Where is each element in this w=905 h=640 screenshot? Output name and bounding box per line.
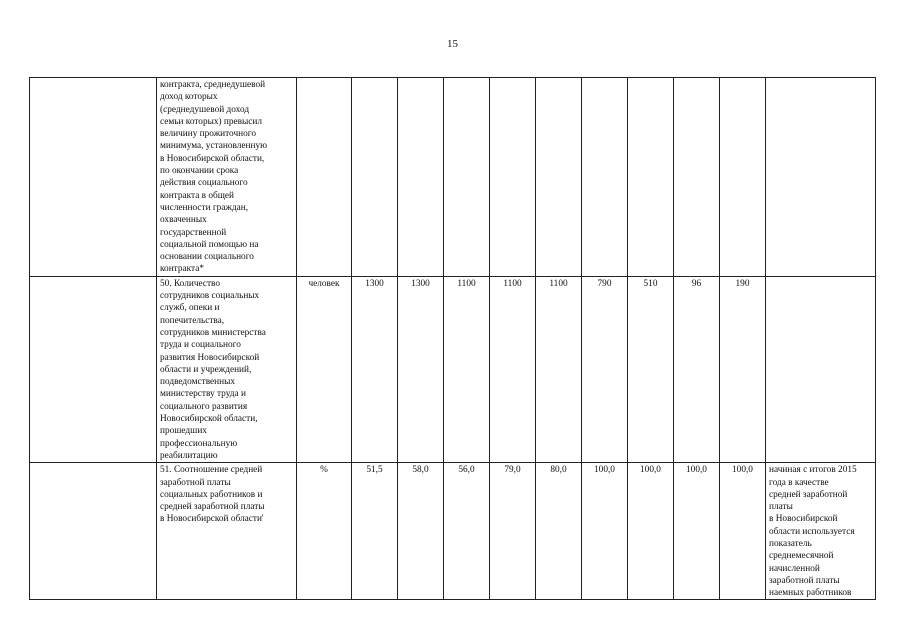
note-line: начиная с итогов 2015 bbox=[769, 465, 857, 476]
indicator-name-line: сотрудников социальных bbox=[160, 291, 260, 302]
value-cell: 100,0 bbox=[582, 463, 628, 600]
indicator-name-line: попечительства, bbox=[160, 315, 225, 326]
value-cell bbox=[398, 78, 444, 277]
indicator-name-line: средней заработной платы bbox=[160, 502, 265, 513]
indicator-name-line: основании социального bbox=[160, 252, 254, 263]
note-line: заработной платы bbox=[769, 575, 840, 586]
value-cell bbox=[444, 78, 490, 277]
value-cell bbox=[490, 78, 536, 277]
note-line: наемных работников bbox=[769, 588, 852, 599]
note-cell bbox=[766, 276, 876, 462]
note-line: области используется bbox=[769, 526, 855, 537]
value-cell: 510 bbox=[628, 276, 674, 462]
value-cell: 79,0 bbox=[490, 463, 536, 600]
note-line: показатель bbox=[769, 538, 812, 549]
indicator-name-line: служб, опеки и bbox=[160, 303, 220, 314]
value-cell bbox=[674, 78, 720, 277]
indicator-name-line: в Новосибирской области, bbox=[160, 153, 265, 164]
indicator-name-line: области и учреждений, bbox=[160, 364, 252, 375]
note-line: средней заработной bbox=[769, 489, 848, 500]
value-cell: 1100 bbox=[444, 276, 490, 462]
note-line: года в качестве bbox=[769, 477, 829, 488]
indicator-name-line: в Новосибирской области' bbox=[160, 514, 264, 525]
value-cell: 1100 bbox=[536, 276, 582, 462]
indicator-name-line: охваченных bbox=[160, 215, 207, 226]
indicator-name-line: профессиональную bbox=[160, 438, 238, 449]
value-cell bbox=[352, 78, 398, 277]
value-cell: 96 bbox=[674, 276, 720, 462]
note-cell bbox=[766, 463, 876, 600]
value-cell: 190 bbox=[720, 276, 766, 462]
indicator-name-line: подведомственных bbox=[160, 377, 236, 388]
indicator-name-line: развития Новосибирской bbox=[160, 352, 260, 363]
note-cell bbox=[766, 78, 876, 277]
value-cell bbox=[582, 78, 628, 277]
indicator-name-line: действия социального bbox=[160, 178, 248, 189]
indicator-name-line: прошедших bbox=[160, 426, 207, 437]
indicator-name-cell bbox=[157, 463, 297, 600]
value-cell bbox=[628, 78, 674, 277]
empty-cell bbox=[30, 463, 157, 600]
indicator-name-line: контракта* bbox=[160, 264, 204, 275]
note-line: платы bbox=[769, 502, 793, 513]
value-cell: 51,5 bbox=[352, 463, 398, 600]
table-row bbox=[30, 78, 876, 277]
value-cell: 1300 bbox=[398, 276, 444, 462]
indicator-name-line: министерству труда и bbox=[160, 389, 246, 400]
value-cell: 56,0 bbox=[444, 463, 490, 600]
indicator-name-line: реабилитацию bbox=[160, 450, 218, 461]
indicator-name-line: заработной платы bbox=[160, 477, 231, 488]
indicator-name-line: Новосибирской области, bbox=[160, 414, 258, 425]
value-cell: 100,0 bbox=[720, 463, 766, 600]
indicator-name-line: доход которых bbox=[160, 92, 218, 103]
empty-cell bbox=[30, 78, 157, 277]
indicator-name-line: социальных работников и bbox=[160, 489, 263, 500]
indicator-name-cell bbox=[157, 276, 297, 462]
value-cell: 80,0 bbox=[536, 463, 582, 600]
unit-cell: % bbox=[297, 463, 352, 600]
indicator-name-cell bbox=[157, 78, 297, 277]
indicator-name-line: социального развития bbox=[160, 401, 248, 412]
table-row bbox=[30, 276, 876, 462]
indicator-name-line: сотрудников министерства bbox=[160, 327, 266, 338]
indicator-name-line: величину прожиточного bbox=[160, 129, 256, 140]
indicators-table bbox=[29, 77, 876, 600]
value-cell: 100,0 bbox=[628, 463, 674, 600]
note-line: в Новосибирской bbox=[769, 514, 838, 525]
indicator-name-line: 51. Соотношение средней bbox=[160, 465, 263, 476]
indicator-name-line: минимума, установленную bbox=[160, 141, 268, 152]
value-cell bbox=[536, 78, 582, 277]
note-line: начисленной bbox=[769, 563, 820, 574]
indicator-name-line: 50. Количество bbox=[160, 278, 221, 289]
indicator-name-line: контракта, среднедушевой bbox=[160, 80, 266, 90]
indicator-name-line: численности граждан, bbox=[160, 202, 249, 213]
indicator-name-line: контракта в общей bbox=[160, 190, 234, 201]
indicator-name-line: (среднедушевой доход bbox=[160, 104, 250, 115]
value-cell: 100,0 bbox=[674, 463, 720, 600]
value-cell: 58,0 bbox=[398, 463, 444, 600]
indicator-name-line: государственной bbox=[160, 227, 227, 238]
unit-cell bbox=[297, 78, 352, 277]
indicator-name-line: семьи которых) превысил bbox=[160, 116, 263, 127]
value-cell: 1100 bbox=[490, 276, 536, 462]
value-cell: 790 bbox=[582, 276, 628, 462]
note-line: среднемесячной bbox=[769, 551, 834, 562]
unit-cell: человек bbox=[297, 276, 352, 462]
value-cell bbox=[720, 78, 766, 277]
page-number: 15 bbox=[447, 38, 458, 50]
indicator-name-line: по окончании срока bbox=[160, 166, 239, 177]
value-cell: 1300 bbox=[352, 276, 398, 462]
table-row bbox=[30, 463, 876, 600]
empty-cell bbox=[30, 276, 157, 462]
indicator-name-line: социальной помощью на bbox=[160, 239, 259, 250]
indicator-name-line: труда и социального bbox=[160, 340, 241, 351]
